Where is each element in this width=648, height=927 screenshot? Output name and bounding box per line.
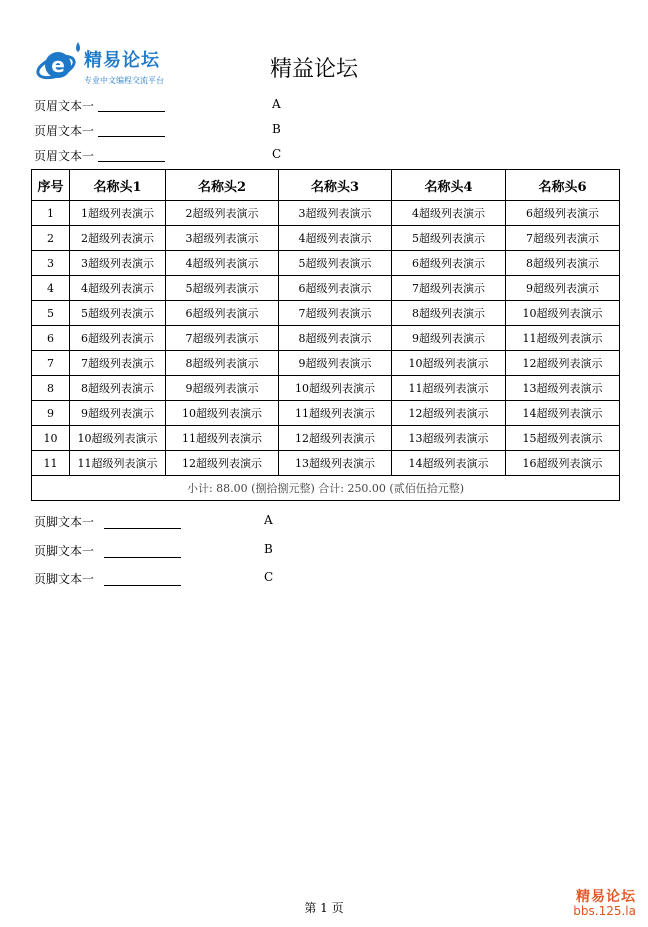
table-row (32, 376, 620, 401)
table-cell: 10超级列表演示 (392, 351, 506, 376)
page-number: 第 1 页 (304, 901, 344, 915)
column-header: 名称头2 (166, 170, 279, 201)
table-cell: 12超级列表演示 (506, 351, 620, 376)
watermark-url: bbs.125.la (573, 904, 636, 918)
table-cell: 9超级列表演示 (279, 351, 392, 376)
row-index-cell: 6 (32, 326, 70, 351)
table-cell: 6超级列表演示 (70, 326, 166, 351)
table-row (32, 401, 620, 426)
footer-value: B (264, 542, 273, 556)
table-row (32, 201, 620, 226)
table-cell: 5超级列表演示 (392, 226, 506, 251)
table-cell: 5超级列表演示 (70, 301, 166, 326)
table-cell: 11超级列表演示 (279, 401, 392, 426)
footer-underline (104, 528, 181, 529)
table-cell: 7超级列表演示 (166, 326, 279, 351)
table-cell: 13超级列表演示 (279, 451, 392, 476)
table-cell: 9超级列表演示 (392, 326, 506, 351)
header-value: A (272, 97, 281, 111)
table-cell: 2超级列表演示 (70, 226, 166, 251)
footer-underline (104, 557, 181, 558)
footer-row (34, 513, 334, 533)
column-header: 名称头6 (506, 170, 620, 201)
table-cell: 12超级列表演示 (166, 451, 279, 476)
logo-slogan: 专业中文编程交流平台 (84, 76, 164, 85)
footer-value: C (264, 570, 274, 584)
footer-row (34, 570, 334, 590)
row-index-cell: 3 (32, 251, 70, 276)
row-index-cell: 7 (32, 351, 70, 376)
table-cell: 3超级列表演示 (166, 226, 279, 251)
row-index-cell: 9 (32, 401, 70, 426)
table-cell: 7超级列表演示 (506, 226, 620, 251)
footer-label: 页脚文本一 (34, 572, 95, 586)
header-label: 页眉文本一 (34, 99, 95, 113)
table-cell: 7超级列表演示 (392, 276, 506, 301)
table-cell: 5超级列表演示 (166, 276, 279, 301)
table-cell: 4超级列表演示 (392, 201, 506, 226)
column-header: 名称头1 (70, 170, 166, 201)
table-cell: 3超级列表演示 (279, 201, 392, 226)
table-cell: 4超级列表演示 (70, 276, 166, 301)
table-cell: 8超级列表演示 (70, 376, 166, 401)
svg-text:e: e (51, 53, 65, 77)
table-header-row (32, 170, 620, 201)
table-cell: 6超级列表演示 (279, 276, 392, 301)
summary-row (32, 476, 620, 501)
header-underline (98, 111, 165, 112)
header-underline (98, 136, 165, 137)
table-cell: 14超级列表演示 (392, 451, 506, 476)
table-cell: 8超级列表演示 (506, 251, 620, 276)
row-index-cell: 1 (32, 201, 70, 226)
table-cell: 3超级列表演示 (70, 251, 166, 276)
footer-row (34, 542, 334, 562)
table-cell: 7超级列表演示 (70, 351, 166, 376)
table-row (32, 326, 620, 351)
watermark-name: 精易论坛 (576, 889, 636, 905)
header-value: C (272, 147, 282, 161)
table-cell: 8超级列表演示 (392, 301, 506, 326)
column-header: 序号 (32, 170, 70, 201)
table-row (32, 301, 620, 326)
watermark (573, 886, 636, 918)
row-index-cell: 2 (32, 226, 70, 251)
header-underline (98, 161, 165, 162)
table-row (32, 226, 620, 251)
header-label: 页眉文本一 (34, 124, 95, 138)
table-cell: 14超级列表演示 (506, 401, 620, 426)
table-cell: 9超级列表演示 (166, 376, 279, 401)
logo-e-icon (36, 40, 84, 90)
table-cell: 10超级列表演示 (70, 426, 166, 451)
logo-brand-text: 精易论坛 (84, 50, 160, 71)
table-cell: 13超级列表演示 (506, 376, 620, 401)
table-cell: 1超级列表演示 (70, 201, 166, 226)
table-cell: 9超级列表演示 (506, 276, 620, 301)
table-cell: 7超级列表演示 (279, 301, 392, 326)
table-cell: 10超级列表演示 (279, 376, 392, 401)
table-cell: 8超级列表演示 (166, 351, 279, 376)
table-cell: 11超级列表演示 (166, 426, 279, 451)
footer-label: 页脚文本一 (34, 515, 95, 529)
row-index-cell: 5 (32, 301, 70, 326)
table-cell: 12超级列表演示 (392, 401, 506, 426)
table-row (32, 426, 620, 451)
table-cell: 16超级列表演示 (506, 451, 620, 476)
table-cell: 10超级列表演示 (506, 301, 620, 326)
header-row (34, 97, 334, 115)
document-title: 精益论坛 (270, 57, 359, 82)
table-row (32, 276, 620, 301)
table-cell: 6超级列表演示 (506, 201, 620, 226)
row-index-cell: 11 (32, 451, 70, 476)
table-cell: 4超级列表演示 (279, 226, 392, 251)
table-cell: 6超级列表演示 (166, 301, 279, 326)
table-cell: 2超级列表演示 (166, 201, 279, 226)
data-table (31, 169, 620, 501)
footer-value: A (264, 513, 273, 527)
header-row (34, 147, 334, 165)
table-row (32, 451, 620, 476)
footer-label: 页脚文本一 (34, 544, 95, 558)
table-cell: 12超级列表演示 (279, 426, 392, 451)
table-row (32, 251, 620, 276)
table-cell: 10超级列表演示 (166, 401, 279, 426)
summary-text: 小计: 88.00 (捌拾捌元整) 合计: 250.00 (贰佰伍拾元整) (32, 476, 620, 501)
table-row (32, 351, 620, 376)
table-cell: 8超级列表演示 (279, 326, 392, 351)
header-value: B (272, 122, 281, 136)
column-header: 名称头3 (279, 170, 392, 201)
footer-underline (104, 585, 181, 586)
header-row (34, 122, 334, 140)
table-cell: 11超级列表演示 (506, 326, 620, 351)
table-cell: 9超级列表演示 (70, 401, 166, 426)
table-cell: 6超级列表演示 (392, 251, 506, 276)
forum-logo (36, 40, 166, 90)
row-index-cell: 8 (32, 376, 70, 401)
table-cell: 5超级列表演示 (279, 251, 392, 276)
row-index-cell: 10 (32, 426, 70, 451)
table-cell: 13超级列表演示 (392, 426, 506, 451)
table-cell: 11超级列表演示 (70, 451, 166, 476)
header-label: 页眉文本一 (34, 149, 95, 163)
table-cell: 11超级列表演示 (392, 376, 506, 401)
column-header: 名称头4 (392, 170, 506, 201)
table-cell: 4超级列表演示 (166, 251, 279, 276)
table-cell: 15超级列表演示 (506, 426, 620, 451)
row-index-cell: 4 (32, 276, 70, 301)
